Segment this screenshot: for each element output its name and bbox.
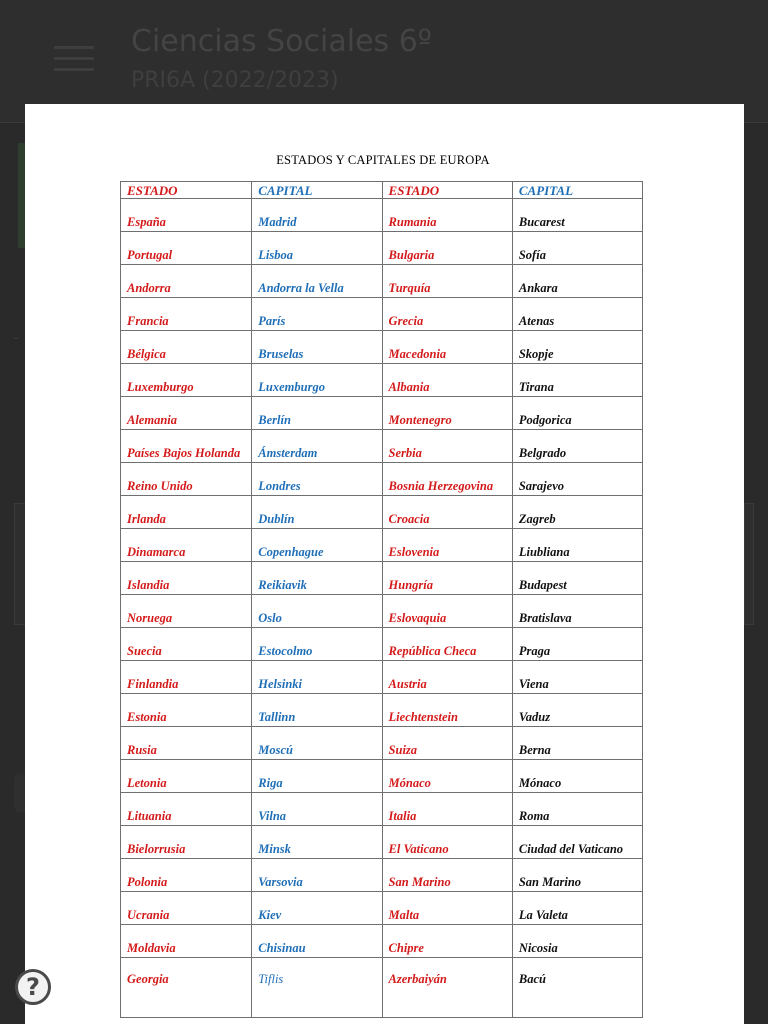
capital-cell-2: San Marino (512, 859, 642, 892)
capital-cell: Chisinau (252, 925, 382, 958)
capital-cell: Copenhague (252, 529, 382, 562)
table-row (121, 628, 643, 661)
state-cell-2: El Vaticano (382, 826, 512, 859)
state-cell: Bielorrusia (121, 826, 252, 859)
table-row (121, 694, 643, 727)
state-cell-2: Montenegro (382, 397, 512, 430)
capital-cell: Londres (252, 463, 382, 496)
capital-cell: Lisboa (252, 232, 382, 265)
state-cell: España (121, 199, 252, 232)
capital-cell: Tiflis (252, 958, 382, 1018)
table-row (121, 364, 643, 397)
table-row (121, 859, 643, 892)
state-cell: Noruega (121, 595, 252, 628)
capital-cell: Luxemburgo (252, 364, 382, 397)
capital-cell: Bruselas (252, 331, 382, 364)
state-cell: Estonia (121, 694, 252, 727)
capital-cell: Minsk (252, 826, 382, 859)
table-row (121, 958, 643, 1018)
state-cell: Portugal (121, 232, 252, 265)
capital-cell: Madrid (252, 199, 382, 232)
capital-cell: Reikiavik (252, 562, 382, 595)
table-row (121, 892, 643, 925)
capital-cell-2: Praga (512, 628, 642, 661)
capital-cell-2: Roma (512, 793, 642, 826)
state-cell-2: Mónaco (382, 760, 512, 793)
table-header-row (121, 182, 643, 199)
state-cell: Países Bajos Holanda (121, 430, 252, 463)
table-row (121, 760, 643, 793)
table-row (121, 661, 643, 694)
state-cell-2: Croacia (382, 496, 512, 529)
state-cell-2: Liechtenstein (382, 694, 512, 727)
class-subtitle: PRI6A (2022/2023) (131, 68, 339, 93)
state-cell-2: San Marino (382, 859, 512, 892)
capital-cell: Kiev (252, 892, 382, 925)
class-title: Ciencias Sociales 6º (131, 24, 432, 59)
capital-cell: Moscú (252, 727, 382, 760)
table-row (121, 793, 643, 826)
state-cell: Islandia (121, 562, 252, 595)
state-cell-2: Austria (382, 661, 512, 694)
state-cell: Letonia (121, 760, 252, 793)
state-cell-2: Turquía (382, 265, 512, 298)
capital-cell-2: Liubliana (512, 529, 642, 562)
state-cell: Georgia (121, 958, 252, 1018)
state-cell: Moldavia (121, 925, 252, 958)
state-cell-2: Eslovenia (382, 529, 512, 562)
capital-cell-2: Skopje (512, 331, 642, 364)
capital-cell: Berlín (252, 397, 382, 430)
state-cell-2: Suiza (382, 727, 512, 760)
capital-cell-2: Budapest (512, 562, 642, 595)
state-cell: Andorra (121, 265, 252, 298)
document-title: ESTADOS Y CAPITALES DE EUROPA (276, 153, 490, 167)
table-row (121, 463, 643, 496)
capital-cell-2: Nicosia (512, 925, 642, 958)
capital-cell: Oslo (252, 595, 382, 628)
state-cell-2: Serbia (382, 430, 512, 463)
table-row (121, 430, 643, 463)
capital-cell-2: Mónaco (512, 760, 642, 793)
state-cell: Suecia (121, 628, 252, 661)
state-cell-2: Italia (382, 793, 512, 826)
state-cell-2: Malta (382, 892, 512, 925)
capital-cell-2: Tirana (512, 364, 642, 397)
capital-cell-2: Sofía (512, 232, 642, 265)
state-cell: Lituania (121, 793, 252, 826)
document-viewer (25, 104, 744, 1024)
table-row (121, 265, 643, 298)
capital-cell-2: Podgorica (512, 397, 642, 430)
capital-cell: Andorra la Vella (252, 265, 382, 298)
state-cell-2: Bulgaria (382, 232, 512, 265)
state-cell-2: Hungría (382, 562, 512, 595)
table-row (121, 562, 643, 595)
capital-cell-2: Bucarest (512, 199, 642, 232)
capital-cell-2: La Valeta (512, 892, 642, 925)
capital-cell-2: Atenas (512, 298, 642, 331)
capital-cell-2: Vaduz (512, 694, 642, 727)
table-row (121, 496, 643, 529)
capital-cell: Dublín (252, 496, 382, 529)
column-header-estado: ESTADO (121, 182, 252, 199)
state-cell-2: Macedonia (382, 331, 512, 364)
state-cell: Rusia (121, 727, 252, 760)
state-cell: Irlanda (121, 496, 252, 529)
state-cell: Ucrania (121, 892, 252, 925)
state-cell: Finlandia (121, 661, 252, 694)
column-header-estado-2: ESTADO (382, 182, 512, 199)
capital-cell-2: Sarajevo (512, 463, 642, 496)
state-cell: Reino Unido (121, 463, 252, 496)
table-row (121, 529, 643, 562)
state-cell-2: República Checa (382, 628, 512, 661)
capital-cell: Tallinn (252, 694, 382, 727)
state-cell-2: Bosnia Herzegovina (382, 463, 512, 496)
menu-icon[interactable] (54, 46, 94, 76)
capital-cell: Vilna (252, 793, 382, 826)
table-row (121, 199, 643, 232)
state-cell: Bélgica (121, 331, 252, 364)
capital-cell-2: Belgrado (512, 430, 642, 463)
capital-cell: Varsovia (252, 859, 382, 892)
help-icon[interactable]: ? (15, 969, 51, 1005)
table-row (121, 925, 643, 958)
capitals-table (120, 181, 643, 1018)
state-cell: Dinamarca (121, 529, 252, 562)
capital-cell-2: Bratislava (512, 595, 642, 628)
capital-cell: Estocolmo (252, 628, 382, 661)
state-cell-2: Rumania (382, 199, 512, 232)
capital-cell: Riga (252, 760, 382, 793)
state-cell: Polonia (121, 859, 252, 892)
table-row (121, 826, 643, 859)
table-row (121, 331, 643, 364)
state-cell: Francia (121, 298, 252, 331)
state-cell-2: Azerbaiyán (382, 958, 512, 1018)
capital-cell-2: Zagreb (512, 496, 642, 529)
column-header-capital-2: CAPITAL (512, 182, 642, 199)
state-cell-2: Grecia (382, 298, 512, 331)
capital-cell: Helsinki (252, 661, 382, 694)
capital-cell-2: Ciudad del Vaticano (512, 826, 642, 859)
table-row (121, 232, 643, 265)
table-row (121, 298, 643, 331)
state-cell-2: Eslovaquia (382, 595, 512, 628)
table-row (121, 595, 643, 628)
column-header-capital: CAPITAL (252, 182, 382, 199)
capital-cell-2: Ankara (512, 265, 642, 298)
state-cell-2: Chipre (382, 925, 512, 958)
capital-cell-2: Berna (512, 727, 642, 760)
capital-cell: Ámsterdam (252, 430, 382, 463)
capital-cell-2: Viena (512, 661, 642, 694)
capital-cell-2: Bacú (512, 958, 642, 1018)
table-row (121, 727, 643, 760)
capital-cell: París (252, 298, 382, 331)
table-row (121, 397, 643, 430)
state-cell-2: Albania (382, 364, 512, 397)
state-cell: Luxemburgo (121, 364, 252, 397)
state-cell: Alemania (121, 397, 252, 430)
